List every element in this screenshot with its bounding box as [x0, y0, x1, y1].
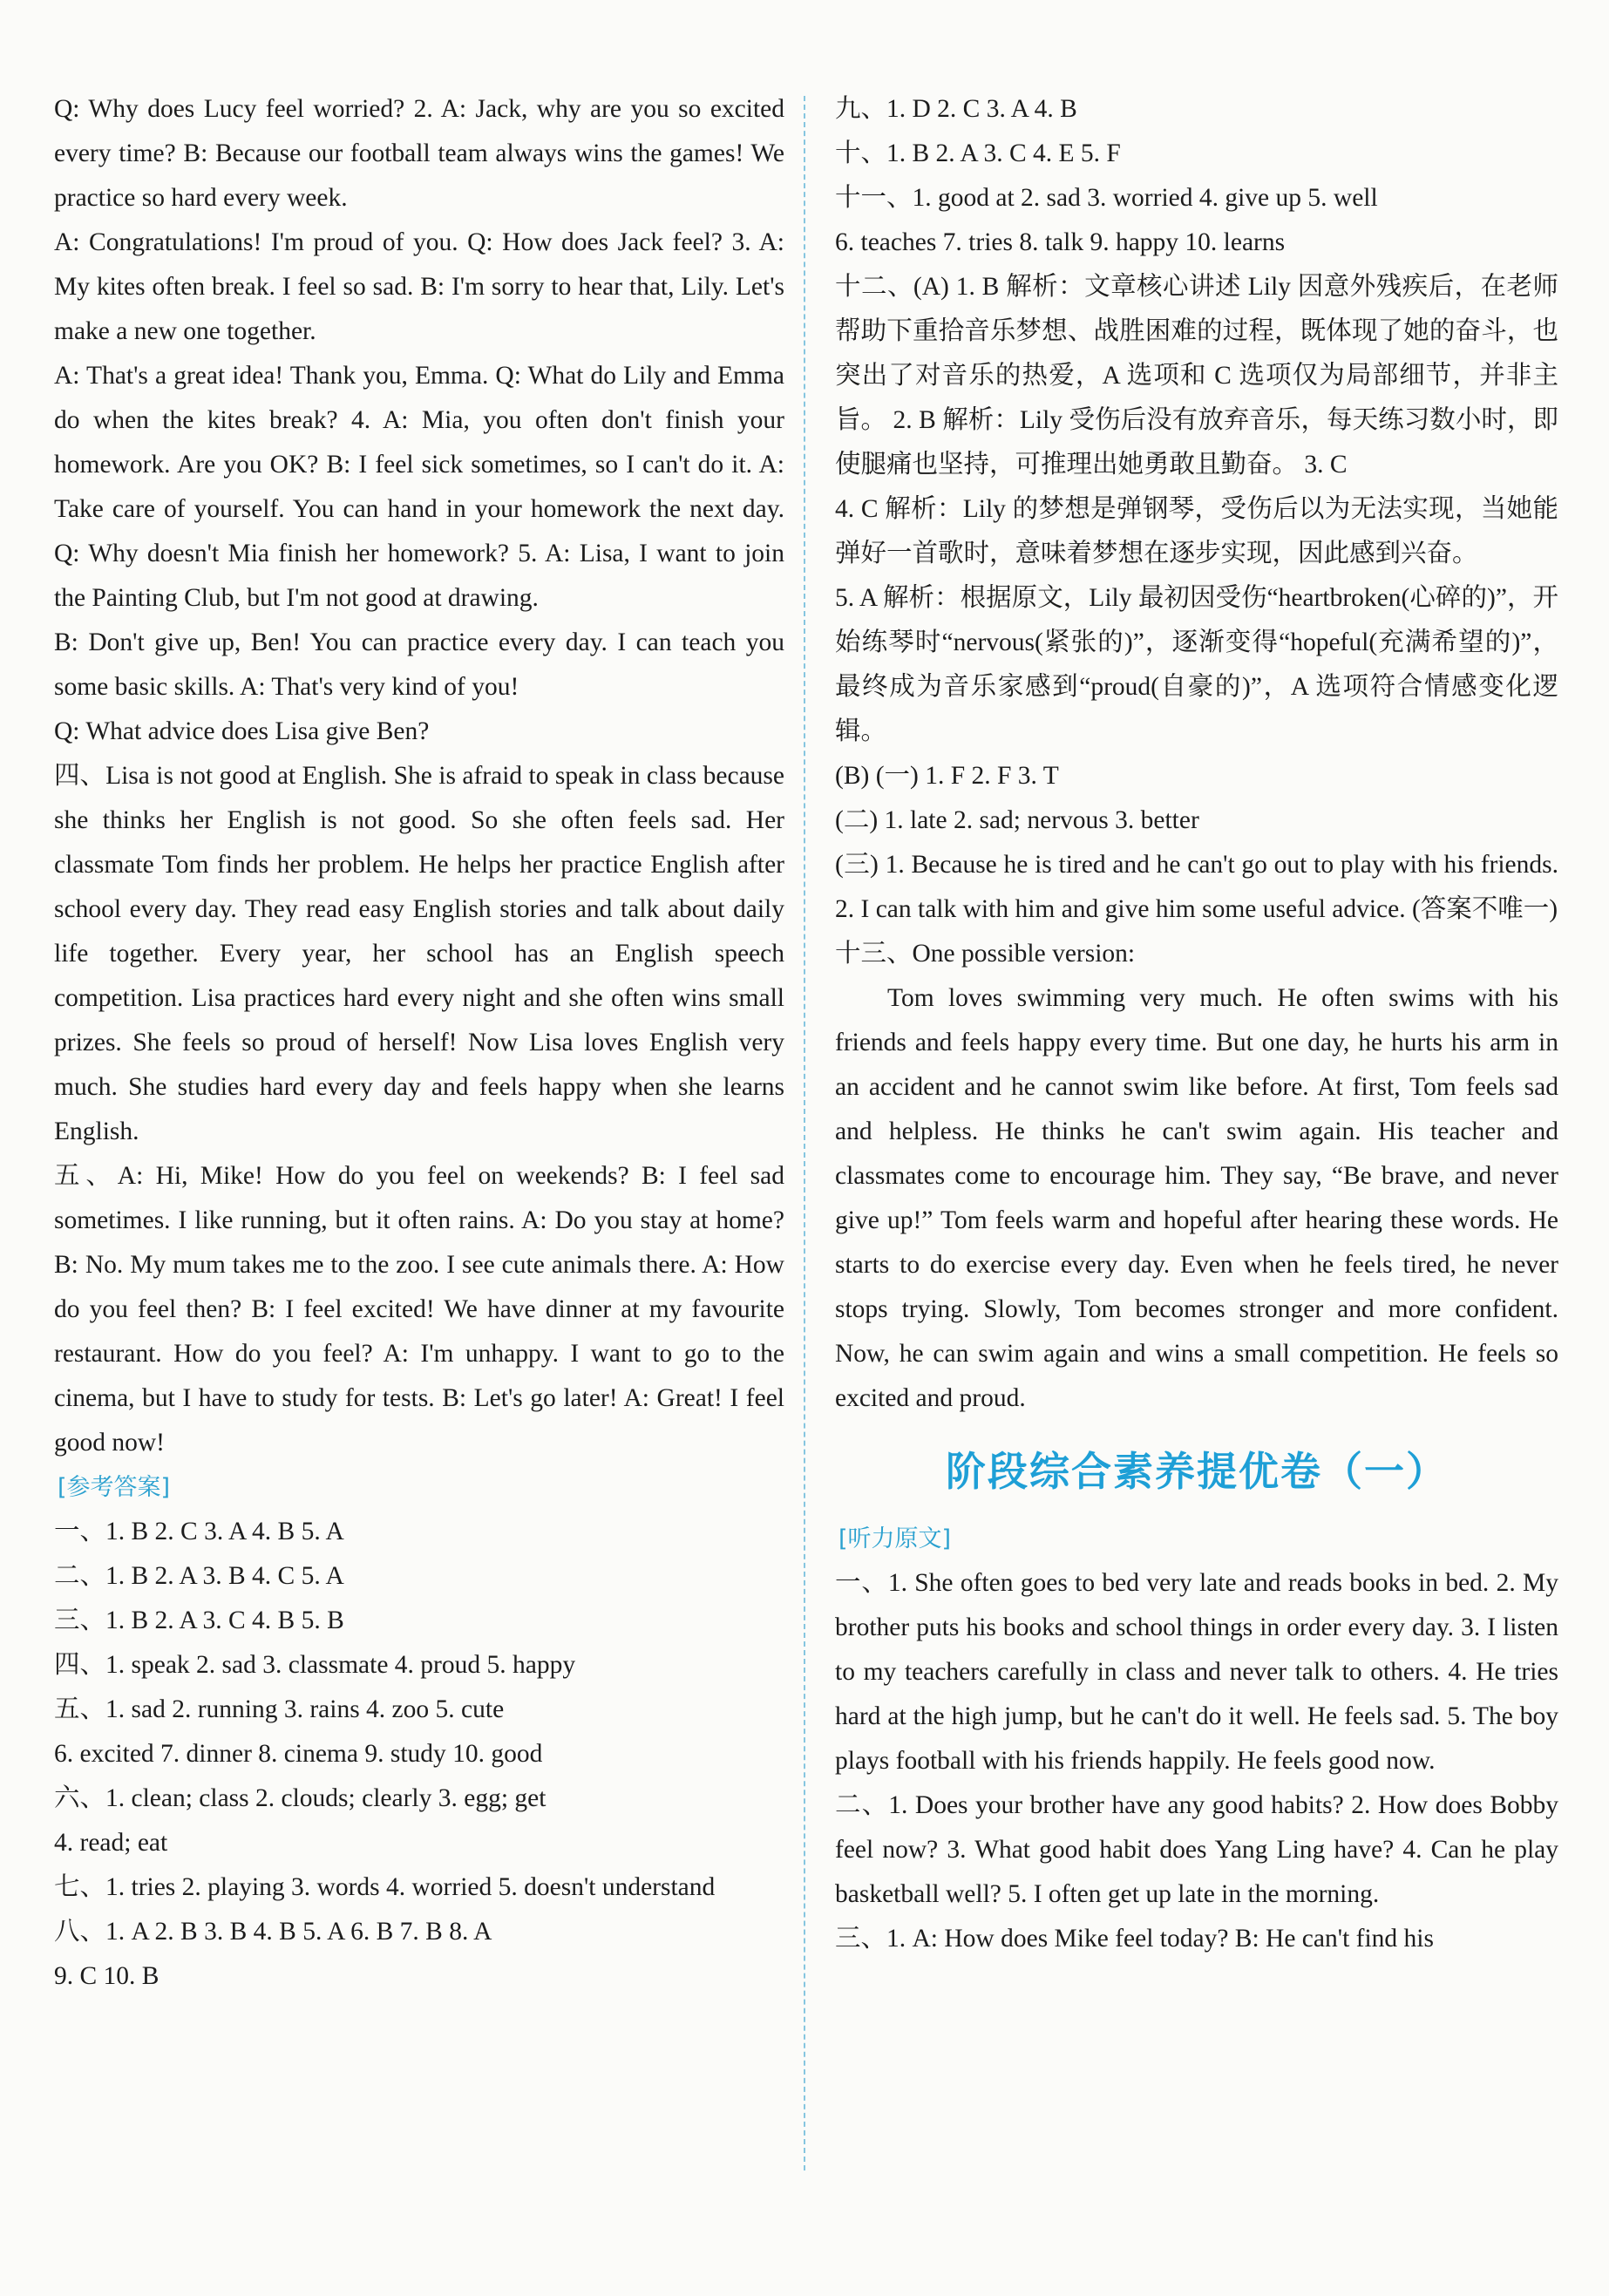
- answer-line: 九、1. D 2. C 3. A 4. B: [835, 95, 1077, 123]
- answer-line: 二、1. B 2. A 3. B 4. C 5. A: [54, 1562, 344, 1590]
- answer-line: (三) 1. Because he is tired and he can't go out to play with his friends. 2. I can talk with him and give him some useful advice. (答案不唯一): [835, 851, 1558, 923]
- answer-analysis: 4. C 解析：Lily 的梦想是弹钢琴，受伤后以为无法实现，当她能弹好一首歌时，意味着梦想在逐步实现，因此感到兴奋。: [835, 495, 1558, 567]
- answer-analysis: 十二、(A) 1. B 解析：文章核心讲述 Lily 因意外残疾后，在老师帮助下重拾音乐梦想、战胜困难的过程，既体现了她的奋斗，也突出了对音乐的热爱，A 选项和 C 选项仅为局部细节，并非主旨。 2. B 解析：Lily 受伤后没有放弃音乐，每天练习数小时，即使腿痛也坚持，可推理出她勇敢且勤奋。 3. C: [835, 273, 1558, 479]
- listening-transcript-line: A: That's a great idea! Thank you, Emma. Q: What do Lily and Emma do when the kites break? 4. A: Mia, you often don't finish your homework. Are you OK? B: I feel sick sometimes, so I can't do it. A: Take care of yourself. You can hand in your homework the next day. Q: Why doesn't Mia finish her homework? 5. A: Lisa, I want to join the Painting Club, but I'm not good at drawing.: [54, 362, 784, 612]
- answer-line: 一、1. B 2. C 3. A 4. B 5. A: [54, 1518, 344, 1545]
- answer-line: 十三、One possible version:: [835, 940, 1136, 968]
- answer-line: 十、1. B 2. A 3. C 4. E 5. F: [835, 139, 1121, 167]
- answer-line: 4. read; eat: [54, 1829, 168, 1857]
- answer-line: 四、1. speak 2. sad 3. classmate 4. proud 5. happy: [54, 1651, 576, 1679]
- listening-transcript-line: B: Don't give up, Ben! You can practice every day. I can teach you some basic skills. A: That's very kind of you!: [54, 628, 784, 701]
- left-column: [54, 87, 784, 1999]
- section-title: 阶段综合素养提优卷（一）: [946, 1448, 1448, 1495]
- listening-tag: [ 听力原文 ]: [835, 1524, 954, 1555]
- answer-line: 五、1. sad 2. running 3. rains 4. zoo 5. cute: [54, 1695, 505, 1723]
- listening-line: 三、1. A: How does Mike feel today? B: He can't find his: [835, 1925, 1434, 1953]
- answers-tag: [ 参考答案 ]: [54, 1472, 173, 1504]
- answer-line: 6. teaches 7. tries 8. talk 9. happy 10. learns: [835, 228, 1286, 256]
- answer-line: 八、1. A 2. B 3. B 4. B 5. A 6. B 7. B 8. A: [54, 1918, 492, 1946]
- answer-line: 三、1. B 2. A 3. C 4. B 5. B: [54, 1607, 344, 1634]
- answer-line: 十一、1. good at 2. sad 3. worried 4. give up 5. well: [835, 184, 1378, 212]
- listening-line: 二、1. Does your brother have any good habits? 2. How does Bobby feel now? 3. What good habit does Yang Ling have? 4. Can he play basketball well? 5. I often get up late in the morning.: [835, 1791, 1558, 1908]
- right-column: [835, 87, 1558, 1961]
- answer-analysis: 5. A 解析：根据原文，Lily 最初因受伤“heartbroken(心碎的)”，开始练琴时“nervous(紧张的)”，逐渐变得“hopeful(充满希望的)”，最终成为音乐家感到“proud(自豪的)”，A 选项符合情感变化逻辑。: [835, 584, 1558, 745]
- column-divider: [804, 96, 805, 2170]
- listening-transcript-line: A: Congratulations! I'm proud of you. Q: How does Jack feel? 3. A: My kites often break. I feel so sad. B: I'm sorry to hear that, Lily. Let's make a new one together.: [54, 228, 784, 345]
- listening-passage-four: 四、Lisa is not good at English. She is afraid to speak in class because she thinks her English is not good. So she often feels sad. Her classmate Tom finds her problem. He helps her practice English after school every day. They read easy English stories and talk about daily life together. Every year, her school has an English speech competition. Lisa practices hard every night and she often wins small prizes. She feels so proud of herself! Now Lisa loves English very much. She studies hard every day and feels happy when she learns English.: [54, 762, 784, 1145]
- listening-transcript-line: Q: Why does Lucy feel worried? 2. A: Jack, why are you so excited every time? B: Because our football team always wins the games! We practice so hard every week.: [54, 95, 784, 212]
- answer-line: (B) (一) 1. F 2. F 3. T: [835, 762, 1059, 790]
- answer-line: (二) 1. late 2. sad; nervous 3. better: [835, 806, 1199, 834]
- listening-line: 一、1. She often goes to bed very late and reads books in bed. 2. My brother puts his books and school things in order every day. 3. I listen to my teachers carefully in class and never talk to others. 4. He tries hard at the high jump, but he can't do it well. He feels sad. 5. The boy plays football with his friends happily. He feels good now.: [835, 1569, 1558, 1775]
- listening-dialogue-five: 五、A: Hi, Mike! How do you feel on weekends? B: I feel sad sometimes. I like running, but it often rains. A: Do you stay at home? B: No. My mum takes me to the zoo. I see cute animals there. A: How do you feel then? B: I feel excited! We have dinner at my favourite restaurant. How do you feel? A: I'm unhappy. I want to go to the cinema, but I have to study for tests. B: Let's go later! A: Great! I feel good now!: [54, 1162, 784, 1457]
- sample-essay: Tom loves swimming very much. He often swims with his friends and feels happy every time. But one day, he hurts his arm in an accident and he cannot swim like before. At first, Tom feels sad and helpless. He thinks he can't swim again. His teacher and classmates come to encourage him. They say, “Be brave, and never give up!” Tom feels warm and hopeful after hearing these words. He starts to do exercise every day. Even when he feels tired, he never stops trying. Slowly, Tom becomes stronger and more confident. Now, he can swim again and wins a small competition. He feels so excited and proud.: [835, 984, 1558, 1412]
- answer-line: 六、1. clean; class 2. clouds; clearly 3. egg; get: [54, 1784, 547, 1812]
- answer-line: 9. C 10. B: [54, 1962, 160, 1990]
- answer-line: 6. excited 7. dinner 8. cinema 9. study 10. good: [54, 1740, 543, 1768]
- listening-transcript-line: Q: What advice does Lisa give Ben?: [54, 717, 430, 745]
- answer-line: 七、1. tries 2. playing 3. words 4. worried 5. doesn't understand: [54, 1873, 716, 1901]
